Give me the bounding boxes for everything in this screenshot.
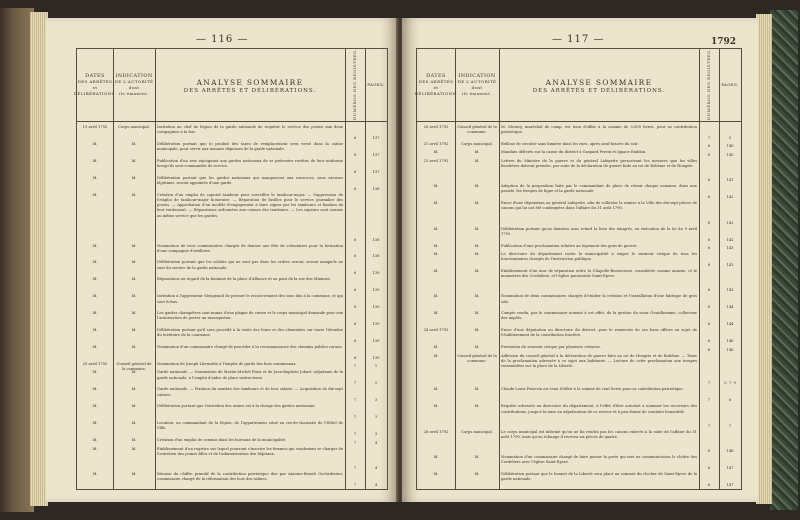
table-row [77, 447, 387, 472]
dates-header: DATES DES ARRÊTÉS et DÉLIBÉRATIONS. [73, 73, 117, 96]
analysis-cell: Nomination de trois commissaires chargés de donner une fête de volontaires pour la formation d'une compagnie d'artillerie. [157, 243, 343, 253]
table-row [417, 455, 741, 472]
analysis-cell: Nomination de Joseph Lhermitte à l'emploi de garde des bois communaux. [157, 362, 297, 367]
page-cell: 143 [726, 288, 734, 293]
date-cell: Id. [92, 175, 98, 180]
date-cell: Id. [433, 294, 439, 299]
registre-number-cell: 6 [353, 339, 357, 344]
auth-cell: Id. [131, 438, 137, 443]
auth-cell: Id. [131, 175, 137, 180]
page-cell: 3 [374, 415, 378, 420]
analysis-cell: Nomination de deux commissaires chargés d'étudier la création et l'installation d'une fabrique de gros sols. [501, 294, 697, 304]
registre-number-cell: 7 [353, 482, 357, 487]
date-cell: Id. [433, 251, 439, 256]
page-cell: 139 [372, 339, 380, 344]
registre-number-cell: 7 [353, 440, 357, 445]
date-cell: Id. [433, 226, 439, 231]
analysis-cell: Prestation du serment civique par plusieurs citoyens. [501, 345, 601, 350]
table-row [77, 244, 387, 261]
table-row [417, 184, 741, 201]
table-row [77, 472, 387, 489]
registre-number-cell: 7 [353, 398, 357, 403]
left-table-body [77, 122, 387, 489]
auth-cell: Id. [131, 192, 137, 197]
page-cell: 146 [726, 347, 734, 352]
page-cell: 139 [372, 356, 380, 360]
registre-number-cell: 6 [353, 271, 357, 276]
date-cell: Id. [92, 345, 98, 350]
table-row [77, 370, 387, 387]
date-cell: Id. [92, 472, 98, 477]
table-row [77, 421, 387, 438]
page-cell: 7 [728, 423, 732, 428]
authority-header: INDICATION DE L'AUTORITÉ dont ils émanent. [114, 73, 154, 96]
dates-header: DATES DES ARRÊTÉS et DÉLIBÉRATIONS. [414, 73, 458, 96]
registre-number-cell: 6 [707, 245, 711, 250]
auth-cell: Id. [474, 243, 480, 248]
auth-cell: Id. [131, 404, 137, 409]
page-cell: 1 [374, 364, 378, 369]
date-cell: 23 avril 1792 [423, 158, 449, 163]
date-cell: 24 avril 1792 [423, 328, 449, 333]
registre-number-cell: 6 [707, 237, 711, 242]
date-cell: Id. [92, 260, 98, 265]
table-row [77, 159, 387, 176]
date-cell: 21 avril 1792 [423, 141, 449, 146]
date-cell: 19 avril 1792 [82, 125, 108, 129]
page-cell: 142 [726, 237, 734, 242]
registre-number-cell: 6 [707, 152, 711, 157]
analysis-cell: Garde nationale. — Fixation du nombre des tambours et de leur salaire. — Acquisition de dix-sept caisses. [157, 387, 343, 397]
auth-cell: Id. [131, 421, 137, 426]
auth-cell: Id. [131, 260, 137, 265]
date-cell: Id. [433, 387, 439, 392]
page-cell: 139 [372, 288, 380, 293]
page-cell: 137 [372, 169, 380, 174]
analysis-cell: Garde nationale. — Nomination de Martin-Michel Pinot et de Jean-Baptiste Jobart, adjudants de la garde nationale, à l'emploi d'aides de place instructeurs. [157, 370, 343, 380]
registre-number-cell: 6 [353, 152, 357, 157]
page-cell: 144 [726, 322, 734, 327]
table-row [417, 345, 741, 353]
auth-cell: Conseil général de la commune. [116, 362, 152, 371]
registre-number-cell: 7 [707, 381, 711, 386]
table-row [77, 345, 387, 362]
date-cell: Id. [433, 404, 439, 409]
auth-cell: Conseil général de la commune. [457, 353, 497, 363]
registre-number-cell: 6 [353, 237, 357, 242]
registre-number-cell: 7 [707, 398, 711, 403]
date-cell: 26 avril 1792 [423, 429, 449, 434]
registre-number-cell: 6 [707, 262, 711, 267]
date-cell: Id. [433, 150, 439, 155]
auth-cell: Id. [131, 294, 137, 299]
analysis-cell: Compte rendu, par le commissaire nommé à cet effet, de la gestion du sieur Gentilhomme, collecteur des impôts. [501, 311, 697, 321]
registre-number-cell: 6 [353, 135, 357, 140]
analysis-cell: Adhésion du conseil général à la déclaration de guerre faite au roi de Hongrie et de Bohême. — Texte de la proclamation adressée à ce sujet aux habitants. — Lecture de cette proclamation aux troupes rassemblées sur la place de la Liberté. [501, 353, 697, 368]
table-row [417, 159, 741, 184]
analysis-cell: Délibération portant que les gardes nationaux qui manqueront aux exercices, sans excuses légitimes, seront appointés d'une garde. [157, 175, 343, 185]
page-cell: 142 [726, 195, 734, 200]
table-row [417, 252, 741, 269]
auth-cell: Id. [131, 141, 137, 146]
auth-cell: Id. [131, 243, 137, 248]
auth-cell: Id. [474, 328, 480, 333]
analysis-cell: Claude-Louis Poisevin est tenu d'offrir à la somme de cent livres pour sa contribution patriotique. [501, 387, 684, 392]
registre-number-cell: 6 [707, 288, 711, 293]
right-table-body [417, 122, 741, 489]
page-cell: 140 [726, 144, 734, 149]
analysis-cell: Mandats délivrés sur la caisse du district à Gaspard Perrin et Ignace Emblon. [501, 150, 647, 155]
auth-cell: Id. [474, 294, 480, 299]
registre-number-cell: 6 [707, 322, 711, 327]
date-cell: Id. [433, 353, 439, 358]
date-cell: Id. [92, 446, 98, 451]
analysis-cell: Nomination d'un commissaire chargé de procéder à la reconnaissance des chemins publics ruraux. [157, 345, 343, 350]
date-cell: Id. [92, 438, 98, 443]
analysis-header: ANALYSE SOMMAIRE DES ARRÊTÉS ET DÉLIBÉRATIONS. [183, 77, 317, 94]
left-cover [0, 8, 34, 512]
registre-number-cell: 6 [707, 220, 711, 225]
date-cell: Id. [92, 370, 98, 375]
analysis-cell: Création d'un emploi de caporal tambour pour surveiller le tambour-major. — Suppression de l'emploi de tambour-major honoraire. — Réparation de fusilles pour le service journalier des postes. — Approbation d'un modèle d'engagement à faire signer par les tambours et fixation de leur traitement. — Réparations ordonnées aux caisses des tambours. — Les sapeurs sont soumis au même service que les gardes. [157, 192, 343, 218]
page-cell: 4 [374, 466, 378, 471]
page-cell: 143 [726, 262, 734, 267]
date-cell: Id. [433, 311, 439, 316]
page-cell: 137 [372, 152, 380, 157]
table-row [417, 142, 741, 150]
date-cell: Id. [433, 268, 439, 273]
analysis-cell: Adoption de la proposition faite par le commandant de place de réunir chaque semaine, dans une parade, les troupes de ligne et la garde nationale. [501, 184, 697, 194]
page-cell: 147 [726, 466, 734, 471]
registre-number-cell: 6 [707, 347, 711, 352]
auth-cell: Id. [474, 455, 480, 460]
page-cell: 138 [372, 186, 380, 191]
page-cell: 3 [374, 432, 378, 437]
auth-cell: Id. [131, 277, 137, 282]
table-row [417, 269, 741, 294]
page-cell: 138 [372, 237, 380, 242]
registre-number-cell: 7 [353, 466, 357, 471]
date-cell: Id. [92, 311, 98, 316]
auth-cell: Id. [131, 370, 137, 375]
table-row [417, 472, 741, 489]
registre-number-cell: 6 [707, 482, 711, 487]
analysis-cell: Réparations au regard de la fontaine de la place d'Alliance et au pont de la rue des Minimes. [157, 277, 331, 282]
page-cell: 138 [372, 254, 380, 259]
auth-cell: Id. [474, 311, 480, 316]
table-row [77, 328, 387, 345]
page-cell: 141 [726, 178, 734, 183]
right-table [416, 48, 742, 490]
auth-cell: Id. [131, 328, 137, 333]
table-row [417, 201, 741, 226]
registre-number-cell: 6 [707, 466, 711, 471]
analysis-cell: Délibération portant qu'il sera procédé à la visite des fours et des cheminées sur toute l'étendue du territoire de la commune. [157, 328, 343, 338]
page-cell: 139 [372, 271, 380, 276]
analysis-cell: Délibération portant que les soldats qui ne sont pas dans les ordres seront, seront auxquels ne sont du service de la garde nationale. [157, 260, 343, 270]
registre-number-cell: 6 [707, 178, 711, 183]
date-cell: Id. [433, 472, 439, 477]
table-row [77, 260, 387, 277]
date-cell: Id. [92, 328, 98, 333]
analysis-cell: Invitation à l'apprenteur Mengeaud de presser le recouvrement des sous dus à la commune, et qui sont échus. [157, 294, 343, 304]
date-cell: Id. [92, 294, 98, 299]
auth-cell: Id. [474, 251, 480, 256]
analysis-cell: Le corps municipal est informé qu'on ne lui rendra pas les canons enlevés à la suite de l'affaire du 31 août 1790, mais qu'on échange il recevra six pièces de quatre. [501, 429, 697, 439]
auth-cell: Corps municipal. [461, 141, 493, 146]
table-row [417, 354, 741, 388]
auth-cell: Id. [474, 345, 480, 350]
right-table-header [414, 49, 741, 122]
table-row [77, 387, 387, 404]
page-cell: 147 [726, 482, 734, 487]
analysis-cell: Requête adressée au directoire du département, à l'effet d'être autorisé à nommer les receveurs des contributions, jusqu'à la mise en adjudication de ce service et à peu donné de conduite honorable. [501, 404, 697, 414]
auth-cell: Id. [131, 387, 137, 392]
auth-cell: Id. [131, 446, 137, 451]
analysis-cell: Création d'un emploi de commis dans les bureaux de la municipalité. [157, 438, 287, 443]
page-cell: 137 [372, 135, 380, 140]
table-row [77, 294, 387, 311]
registre-number-cell: 6 [707, 195, 711, 200]
registre-number-cell: 6 [353, 305, 357, 310]
registre-number-cell: 7 [353, 381, 357, 386]
analysis-cell: Nomination d'un commissaire chargé de faire passer la porte qui met en communication le cloître des Cordeliers avec l'église Saint-Epvre. [501, 455, 697, 465]
date-cell: Id. [92, 421, 98, 426]
page-cell: 6 [728, 398, 732, 403]
registre-number-cell: 6 [353, 322, 357, 327]
date-cell: Id. [92, 158, 98, 163]
numeros-header: NUMÉROS DES REGISTRES. [706, 49, 711, 121]
analysis-cell: Établissement d'un registre sur lequel pourront s'inscrire les femmes qui voudraient se charger de l'entretien des jeunes filles et de l'administration des hôpitaux. [157, 446, 343, 456]
table-row [417, 244, 741, 252]
table-row [417, 404, 741, 429]
registre-number-cell: 7 [353, 432, 357, 437]
auth-cell: Id. [474, 268, 480, 273]
page-cell: 2 [374, 381, 378, 386]
date-cell: Id. [92, 277, 98, 282]
table-row [417, 430, 741, 455]
date-cell: Id. [433, 455, 439, 460]
analysis-cell: Délibération portant que l'entretien des armes est à la charge des gardes nationaux. [157, 404, 316, 409]
date-cell: 20 avril 1792 [423, 125, 449, 129]
registre-number-cell: 6 [353, 356, 357, 360]
page-cell: 146 [726, 339, 734, 344]
left-table-header [73, 49, 387, 122]
table-row [77, 311, 387, 328]
analysis-cell: Délibération portant qu'on donnera sans retard la liste des émigrés, en exécution de la loi du 9 avril 1792. [501, 226, 697, 236]
pages-header: PAGES. [367, 82, 385, 87]
auth-cell: Id. [474, 184, 480, 189]
analysis-cell: Publication d'un avis enjoignant aux gardes nationaux de se présenter revêtus de leur uniforme lorsqu'ils sont commandés de service. [157, 158, 343, 169]
page-cell: 139 [372, 305, 380, 310]
date-cell: Id. [92, 243, 98, 248]
registre-number-cell: 6 [353, 288, 357, 293]
analysis-cell: Invitation au chef de légion de la garde nationale de requérir le service des postes aux deux compagnies à la fois. [157, 125, 343, 135]
auth-cell: Id. [474, 201, 480, 206]
pages-header: PAGES. [721, 82, 739, 87]
table-row [417, 294, 741, 311]
registre-number-cell: 6 [353, 169, 357, 174]
analysis-cell: Lettres du Ministre de la guerre et du général Lafayette prescrivant les mesures que les villes frontières doivent prendre, par suite de la déclaration de guerre faite au roi de Bohème et de Hongrie. [501, 158, 697, 169]
page-cell: 139 [372, 322, 380, 327]
analysis-cell: Établissement d'un mur de séparation entre la Chapelle-Bonsecours, considérée comme annexe, et le monastère des Cordeliers, et l'église paroissiale Saint-Epvre. [501, 268, 697, 279]
registre-number-cell: 7 [707, 135, 711, 140]
auth-cell: Id. [474, 387, 480, 392]
date-cell: Id. [92, 387, 98, 392]
table-row [77, 362, 387, 370]
authority-header: INDICATION DE L'AUTORITÉ dont ils émanent. [457, 73, 497, 96]
auth-cell: Corps municipal. [461, 429, 493, 434]
page-cell: 3 [374, 398, 378, 403]
table-row [417, 150, 741, 158]
auth-cell: Id. [474, 472, 480, 477]
table-row [417, 387, 741, 404]
analysis-cell: Envoi d'une députation au directoire du district, pour le remercier de ses bons offices en sujet de l'établissement de la contribution foncière. [501, 328, 697, 338]
date-cell: Id. [92, 141, 98, 146]
left-page [46, 18, 398, 502]
analysis-cell: Bellone de circuler sans lumière dans les rues, après neuf heures du soir. [501, 141, 639, 146]
left-table [73, 48, 388, 490]
date-cell: 20 avril 1792 [82, 362, 108, 367]
auth-cell: Id. [474, 404, 480, 409]
registre-number-cell: 6 [707, 339, 711, 344]
auth-cell: Corps municipal. [118, 125, 150, 129]
right-cover [770, 10, 798, 510]
table-row [77, 277, 387, 294]
table-row [417, 328, 741, 345]
registre-number-cell: 6 [707, 305, 711, 310]
table-row [77, 404, 387, 421]
right-page [402, 18, 758, 502]
page-cell: 5, 7, 9 [724, 381, 736, 386]
analysis-cell: Publication d'une proclamation relative au logement des gens de guerre. [501, 243, 638, 248]
page-cell: 142 [726, 220, 734, 225]
registre-number-cell: 6 [707, 449, 711, 454]
right-page-edges [756, 14, 772, 504]
table-row [417, 125, 741, 142]
auth-cell: Id. [474, 158, 480, 163]
analysis-cell: Le directoire du département invite la municipalité à exiger le serment civique de tous les fonctionnaires chargés de l'instruction publique. [501, 251, 697, 262]
table-row [417, 311, 741, 328]
right-page-number: — 117 — [552, 34, 605, 45]
registre-number-cell: 7 [353, 364, 357, 369]
date-cell: Id. [433, 243, 439, 248]
auth-cell: Id. [131, 158, 137, 163]
registre-number-cell: 6 [353, 254, 357, 259]
date-cell: Id. [92, 192, 98, 197]
analysis-cell: Délibération portant que le bonnet de la Liberté sera placé au sommet du clocher de Saint-Epvre de la garde nationale. [501, 472, 697, 482]
page-cell: 140 [726, 152, 734, 157]
analysis-cell: Envoi d'une députation au général Lafayette, afin de solliciter la remise à la Ville des dix-sept pièces de canons qui lui ont été confisquées dans l'affaire du 31 août 1790. [501, 201, 697, 211]
numeros-header: NUMÉROS DES REGISTRES. [352, 49, 357, 121]
page-cell: 5 [728, 135, 732, 140]
analysis-header: ANALYSE SOMMAIRE DES ARRÊTÉS ET DÉLIBÉRATIONS. [532, 77, 666, 94]
table-row [77, 438, 387, 446]
table-row [77, 193, 387, 244]
table-row [77, 142, 387, 159]
date-cell: Id. [433, 345, 439, 350]
page-cell: 4 [374, 482, 378, 487]
auth-cell: Id. [131, 311, 137, 316]
analysis-cell: Les gardes champêtres sont munis d'une plaque de cuivre et le corps municipal demande pour eux l'autorisation de porter un mousqueton. [157, 311, 343, 321]
registre-number-cell: 6 [707, 144, 711, 149]
page-cell: 146 [726, 449, 734, 454]
year-heading: 1792 [710, 37, 736, 47]
registre-number-cell: 6 [353, 186, 357, 191]
analysis-cell: Délibération portant que le produit des taxes de remplacement sera versé dans la caisse municipale, pour servir aux menues dépenses de la garde nationale. [157, 141, 343, 152]
registre-number-cell: 7 [353, 415, 357, 420]
analysis-cell: Location, au commandant de la légion, de l'appartement situé au rez-de-chaussée de l'Hôtel de Ville. [157, 421, 343, 431]
registre-number-cell: 7 [707, 423, 711, 428]
auth-cell: Conseil général de la commune. [457, 125, 497, 135]
auth-cell: Id. [474, 150, 480, 155]
left-page-number: — 116 — [196, 34, 249, 45]
auth-cell: Id. [131, 472, 137, 477]
page-cell: 4 [374, 440, 378, 445]
page-cell: 144 [726, 305, 734, 310]
analysis-cell: M. Mesnry, maréchal de camp, est tenu d'offrir à la somme de 3,000 livres, pour sa contribution patriotique. [501, 125, 697, 135]
analysis-cell: Mission du chiffre primitif de la contribution patriotique due par Antoine-Benoît Gochedeuter, commissaire chargé de la réformation des bois des salines. [157, 472, 343, 482]
table-row [77, 176, 387, 193]
date-cell: Id. [433, 184, 439, 189]
auth-cell: Id. [474, 226, 480, 231]
date-cell: Id. [92, 404, 98, 409]
page-cell: 143 [726, 245, 734, 250]
auth-cell: Id. [131, 345, 137, 350]
table-row [77, 125, 387, 142]
date-cell: Id. [433, 201, 439, 206]
table-row [417, 227, 741, 244]
